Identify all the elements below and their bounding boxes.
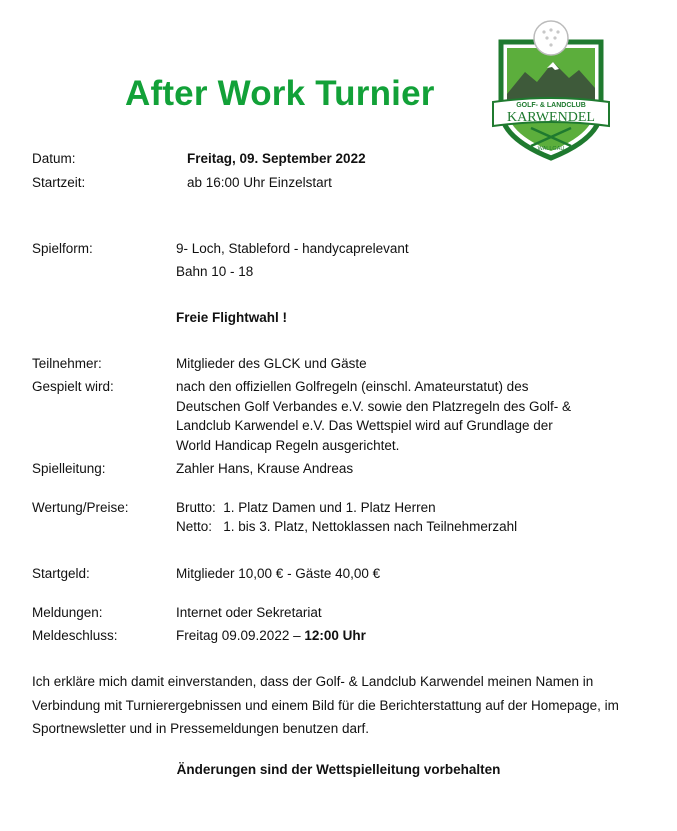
meldeschluss-label: Meldeschluss: [32,628,118,643]
teilnehmer-value: Mitglieder des GLCK und Gäste [176,356,367,371]
spielform-value-2: Bahn 10 - 18 [176,264,254,279]
teilnehmer-label: Teilnehmer: [32,356,102,371]
logo-name: KARWENDEL [507,110,595,125]
meldeschluss-date: Freitag 09.09.2022 – [176,628,305,643]
club-logo [487,14,615,162]
meldeschluss-value [176,628,366,643]
footer-note: Änderungen sind der Wettspielleitung vorbehalten [176,762,501,777]
page-title: After Work Turnier [125,74,435,113]
wertung-label: Wertung/Preise: [32,500,129,515]
startgeld-value: Mitglieder 10,00 € - Gäste 40,00 € [176,566,381,581]
meldungen-label: Meldungen: [32,605,103,620]
wertung-netto: Netto: 1. bis 3. Platz, Nettoklassen nach Teilnehmerzahl [176,519,518,534]
logo-place: WALLGAU [537,146,565,152]
startzeit-label: Startzeit: [32,175,86,190]
meldungen-value: Internet oder Sekretariat [176,605,322,620]
spielform-label: Spielform: [32,241,93,256]
datum-label: Datum: [32,151,76,166]
gespielt-label: Gespielt wird: [32,379,114,394]
spielleitung-value: Zahler Hans, Krause Andreas [176,461,354,476]
consent-paragraph: Ich erkläre mich damit einverstanden, dass der Golf- & Landclub Karwendel meinen Namen in Verbindung mit Turnierergebnissen und einem Bild für die Berichterstattung auf der Homepage, im Sportnewsletter und in Pressemeldungen benutzen darf. [32,674,619,736]
spielform-value-1: 9- Loch, Stableford - handycaprelevant [176,241,409,256]
gespielt-line-2: Deutschen Golf Verbandes e.V. sowie den Platzregeln des Golf- & [176,399,571,414]
logo-top-text: GOLF- & LANDCLUB [516,102,586,109]
gespielt-line-4: World Handicap Regeln ausgerichtet. [176,438,400,453]
gespielt-line-3: Landclub Karwendel e.V. Das Wettspiel wird auf Grundlage der [176,418,553,433]
startgeld-label: Startgeld: [32,566,90,581]
wertung-brutto: Brutto: 1. Platz Damen und 1. Platz Herren [176,500,436,515]
gespielt-line-1: nach den offiziellen Golfregeln (einschl. Amateurstatut) des [176,379,529,394]
flightwahl-note: Freie Flightwahl ! [176,310,288,325]
startzeit-value: ab 16:00 Uhr Einzelstart [187,175,332,190]
spielleitung-label: Spielleitung: [32,461,106,476]
datum-value: Freitag, 09. September 2022 [187,151,366,166]
meldeschluss-time: 12:00 Uhr [304,628,366,643]
